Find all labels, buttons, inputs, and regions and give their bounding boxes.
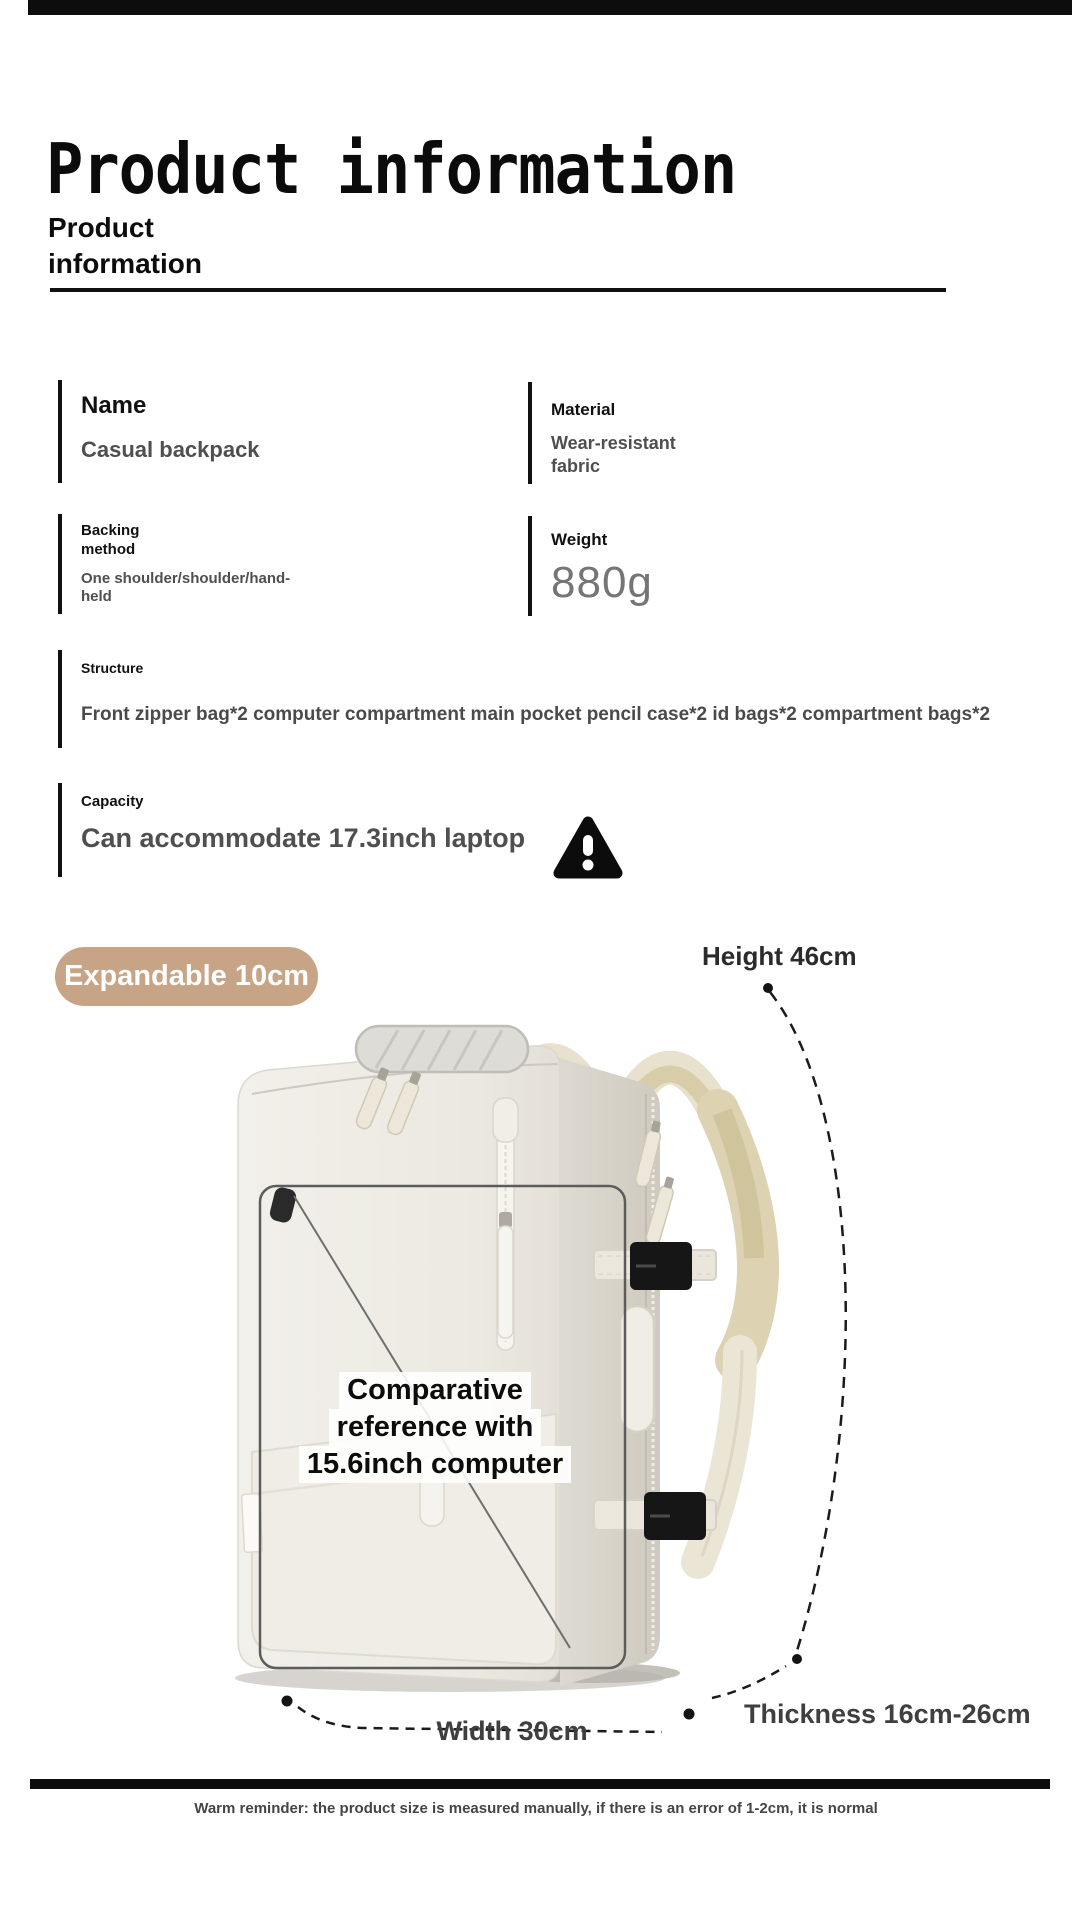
- spec-name-label: Name: [81, 392, 147, 419]
- width-dimension-label: Width 30cm: [436, 1716, 588, 1746]
- spec-material-label: Material: [551, 400, 616, 419]
- laptop-comparison-note: [250, 1372, 620, 1483]
- spec-backing-label: Backing method: [81, 522, 140, 558]
- spec-weight: [528, 516, 828, 616]
- spec-capacity-value: Can accommodate 17.3inch laptop: [81, 823, 526, 853]
- spec-material-value: Wear-resistant fabric: [551, 433, 676, 476]
- height-dashed-curve: [770, 992, 846, 1654]
- thickness-dashed-line: [712, 1666, 786, 1698]
- top-handle: [356, 1026, 528, 1072]
- spec-weight-label: Weight: [551, 530, 608, 549]
- spec-material: [528, 382, 828, 484]
- spec-structure: [58, 650, 1058, 748]
- spec-structure-value: Front zipper bag*2 computer compartment main pocket pencil case*2 id bags*2 compartment bags*2: [81, 704, 991, 725]
- warm-reminder-text: Warm reminder: the product size is measured manually, if there is an error of 1-2cm, it is normal: [194, 1800, 878, 1817]
- expandable-badge: Expandable 10cm: [55, 947, 318, 1006]
- spec-backing-method: [58, 514, 378, 614]
- spec-structure-label: Structure: [81, 660, 144, 676]
- spec-name: [58, 380, 398, 483]
- height-dimension-label: Height 46cm: [702, 941, 857, 971]
- page-subtitle: Product information: [48, 212, 202, 279]
- spec-capacity: [58, 783, 618, 877]
- spec-capacity-label: Capacity: [81, 793, 144, 810]
- spec-name-value: Casual backpack: [81, 437, 260, 462]
- note-line-1: Comparative: [339, 1372, 531, 1409]
- thickness-dimension-label: Thickness 16cm-26cm: [744, 1699, 1031, 1729]
- page-title: Product information: [46, 128, 737, 210]
- note-line-2: reference with: [329, 1409, 542, 1446]
- spec-weight-value: 880g: [551, 558, 653, 607]
- spec-backing-value: One shoulder/shoulder/hand-held: [81, 569, 291, 606]
- note-line-3: 15.6inch computer: [299, 1446, 571, 1483]
